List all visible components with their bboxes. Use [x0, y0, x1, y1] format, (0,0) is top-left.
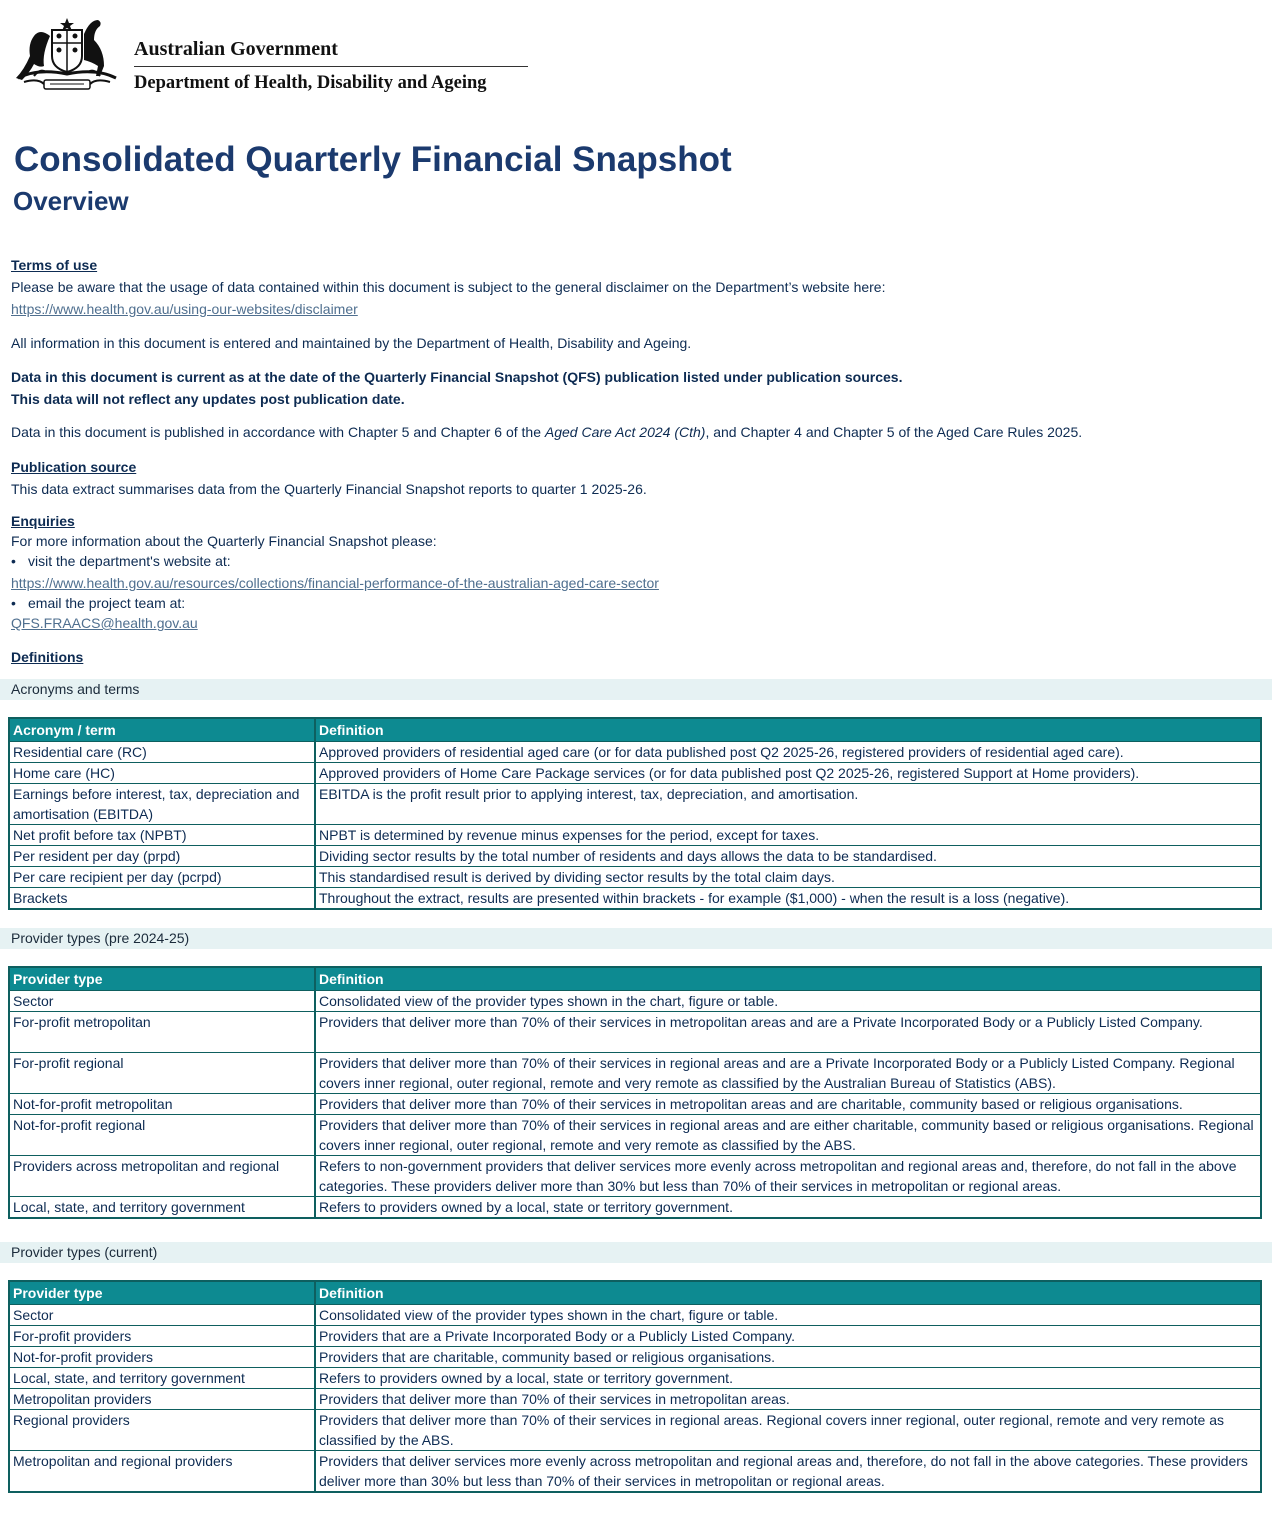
publication-text: This data extract summarises data from the Quarterly Financial Snapshot reports to quarter 1 2025-26.	[11, 481, 647, 497]
table-row	[9, 888, 1261, 910]
table-row	[9, 1326, 1261, 1347]
definition-cell: Providers that deliver services more evenly across metropolitan and regional areas and, therefore, do not fall in the above categories. These providers deliver more than 30% but less than 70% of their services in metropolitan or regional areas.	[315, 1451, 1261, 1493]
term-cell: For-profit regional	[9, 1053, 315, 1094]
page-subtitle: Overview	[13, 186, 129, 216]
section-band-provider-types-current	[0, 1242, 1272, 1263]
definition-cell: Throughout the extract, results are presented within brackets - for example ($1,000) - when the result is a loss (negative).	[315, 888, 1261, 910]
column-header-definition: Definition	[315, 1281, 1261, 1305]
term-cell: Home care (HC)	[9, 763, 315, 784]
column-header-provider-type: Provider type	[9, 1281, 315, 1305]
definition-cell: Dividing sector results by the total number of residents and days allows the data to be standardised.	[315, 846, 1261, 867]
enquiries-item-label: email the project team at:	[28, 595, 186, 611]
acronyms-table	[8, 717, 1262, 910]
definition-cell: Providers that are charitable, community based or religious organisations.	[315, 1347, 1261, 1368]
table-row	[9, 1347, 1261, 1368]
definition-cell: Providers that deliver more than 70% of their services in metropolitan areas.	[315, 1389, 1261, 1410]
definition-cell: Approved providers of residential aged care (or for data published post Q2 2025-26, registered providers of residential aged care).	[315, 742, 1261, 763]
term-cell: Net profit before tax (NPBT)	[9, 825, 315, 846]
term-cell: Brackets	[9, 888, 315, 910]
term-cell: Sector	[9, 1305, 315, 1326]
enquiries-item-email	[11, 595, 185, 611]
table-row	[9, 784, 1261, 825]
enquiries-item-label: visit the department's website at:	[28, 553, 231, 569]
definition-cell: Providers that deliver more than 70% of their services in metropolitan areas and are charitable, community based or religious organisations.	[315, 1094, 1261, 1115]
table-row	[9, 1451, 1261, 1493]
legislation-text-post: , and Chapter 4 and Chapter 5 of the Aged Care Rules 2025.	[705, 424, 1083, 440]
table-row	[9, 991, 1261, 1012]
table-row	[9, 1053, 1261, 1094]
page-title: Consolidated Quarterly Financial Snapshot	[14, 140, 732, 179]
department-name: Department of Health, Disability and Ageing	[134, 73, 487, 93]
legislation-text	[11, 424, 1082, 440]
term-cell: Not-for-profit regional	[9, 1115, 315, 1156]
term-cell: Providers across metropolitan and regional	[9, 1156, 315, 1197]
legislation-text-pre: Data in this document is published in accordance with Chapter 5 and Chapter 6 of the	[11, 424, 545, 440]
table-row	[9, 1197, 1261, 1219]
table-row	[9, 1156, 1261, 1197]
enquiries-heading: Enquiries	[11, 513, 75, 529]
section-band-label: Provider types (pre 2024-25)	[11, 930, 190, 946]
email-link[interactable]: QFS.FRAACS@health.gov.au	[11, 615, 198, 631]
term-cell: Per resident per day (prpd)	[9, 846, 315, 867]
term-cell: Per care recipient per day (pcrpd)	[9, 867, 315, 888]
term-cell: Local, state, and territory government	[9, 1197, 315, 1219]
terms-text: Please be aware that the usage of data contained within this document is subject to the general disclaimer on the Department’s website here:	[11, 279, 886, 295]
header-divider	[134, 66, 528, 67]
table-row	[9, 1305, 1261, 1326]
table-row	[9, 1389, 1261, 1410]
section-band-label: Acronyms and terms	[11, 681, 140, 697]
term-cell: Earnings before interest, tax, depreciation and amortisation (EBITDA)	[9, 784, 315, 825]
table-row	[9, 1115, 1261, 1156]
bullet: •	[11, 595, 16, 611]
table-row	[9, 1094, 1261, 1115]
provider-types-pre-table	[8, 966, 1262, 1219]
definition-cell: Refers to providers owned by a local, state or territory government.	[315, 1197, 1261, 1219]
enquiries-item-website	[11, 553, 231, 569]
terms-heading: Terms of use	[11, 257, 98, 273]
term-cell: Metropolitan providers	[9, 1389, 315, 1410]
publication-heading: Publication source	[11, 459, 137, 475]
table-row	[9, 763, 1261, 784]
definition-cell: Providers that are a Private Incorporated Body or a Publicly Listed Company.	[315, 1326, 1261, 1347]
maintained-text: All information in this document is entered and maintained by the Department of Health, Disability and Ageing.	[11, 335, 692, 351]
term-cell: Metropolitan and regional providers	[9, 1451, 315, 1493]
definition-cell: NPBT is determined by revenue minus expenses for the period, except for taxes.	[315, 825, 1261, 846]
definition-cell: Consolidated view of the provider types shown in the chart, figure or table.	[315, 991, 1261, 1012]
update-notice: This data will not reflect any updates post publication date.	[11, 391, 405, 407]
coat-of-arms-icon	[10, 16, 124, 98]
definition-cell: EBITDA is the profit result prior to applying interest, tax, depreciation, and amortisation.	[315, 784, 1261, 825]
definition-cell: Providers that deliver more than 70% of their services in regional areas and are a Private Incorporated Body or a Publicly Listed Company. Regional covers inner regional, outer regional, remote and very remote as classified by the Australian Bureau of Statistics (ABS).	[315, 1053, 1261, 1094]
definitions-heading: Definitions	[11, 649, 84, 665]
table-row	[9, 867, 1261, 888]
table-row	[9, 825, 1261, 846]
term-cell: For-profit providers	[9, 1326, 315, 1347]
government-name: Australian Government	[134, 38, 338, 60]
definition-cell: Refers to non-government providers that deliver services more evenly across metropolitan and regional areas and, therefore, do not fall in the above categories. These providers deliver more than 30% but less than 70% of their services in metropolitan or regional areas.	[315, 1156, 1261, 1197]
act-title: Aged Care Act 2024 (Cth)	[544, 424, 706, 440]
definition-cell: Consolidated view of the provider types shown in the chart, figure or table.	[315, 1305, 1261, 1326]
section-band-provider-types-pre	[0, 928, 1272, 949]
bullet: •	[11, 553, 16, 569]
table-row	[9, 1012, 1261, 1053]
definition-cell: Providers that deliver more than 70% of their services in regional areas and are either charitable, community based or religious organisations. Regional covers inner regional, outer regional, remote and very remote as classified by the ABS.	[315, 1115, 1261, 1156]
definition-cell: Refers to providers owned by a local, state or territory government.	[315, 1368, 1261, 1389]
table-row	[9, 1368, 1261, 1389]
section-band-label: Provider types (current)	[11, 1244, 158, 1260]
definition-cell: This standardised result is derived by dividing sector results by the total claim days.	[315, 867, 1261, 888]
table-row	[9, 1410, 1261, 1451]
definition-cell: Providers that deliver more than 70% of their services in metropolitan areas and are a Private Incorporated Body or a Publicly Listed Company.	[315, 1012, 1261, 1053]
disclaimer-link[interactable]: https://www.health.gov.au/using-our-websites/disclaimer	[11, 301, 358, 317]
definition-cell: Providers that deliver more than 70% of their services in regional areas. Regional covers inner regional, outer regional, remote and very remote as classified by the ABS.	[315, 1410, 1261, 1451]
currency-notice: Data in this document is current as at the date of the Quarterly Financial Snapshot (QFS) publication listed under publication sources.	[11, 369, 903, 385]
term-cell: Not-for-profit metropolitan	[9, 1094, 315, 1115]
column-header-provider-type: Provider type	[9, 967, 315, 991]
term-cell: Local, state, and territory government	[9, 1368, 315, 1389]
column-header-term: Acronym / term	[9, 718, 315, 742]
term-cell: Residential care (RC)	[9, 742, 315, 763]
provider-types-current-table	[8, 1280, 1262, 1493]
section-band-acronyms	[0, 679, 1272, 700]
website-link[interactable]: https://www.health.gov.au/resources/collections/financial-performance-of-the-australian-aged-care-sector	[11, 575, 659, 591]
term-cell: For-profit metropolitan	[9, 1012, 315, 1053]
table-row	[9, 742, 1261, 763]
column-header-definition: Definition	[315, 718, 1261, 742]
column-header-definition: Definition	[315, 967, 1261, 991]
term-cell: Not-for-profit providers	[9, 1347, 315, 1368]
term-cell: Sector	[9, 991, 315, 1012]
term-cell: Regional providers	[9, 1410, 315, 1451]
table-row	[9, 846, 1261, 867]
enquiries-intro: For more information about the Quarterly Financial Snapshot please:	[11, 533, 437, 549]
definition-cell: Approved providers of Home Care Package services (or for data published post Q2 2025-26, registered Support at Home providers).	[315, 763, 1261, 784]
